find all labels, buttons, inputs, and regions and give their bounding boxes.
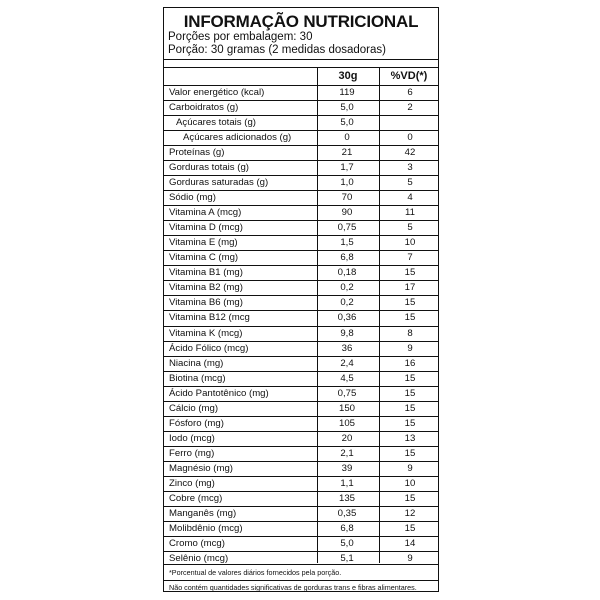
table-row [164,342,438,357]
nutrient-quantity: 5,1 [340,552,354,564]
footnote-daily-values: *Porcentual de valores diários fornecidos pela porção. [169,568,342,577]
nutrient-name: Valor energético (kcal) [169,87,265,98]
nutrient-name: Açúcares adicionados (g) [183,132,292,144]
table-row [164,387,438,402]
table-row [164,311,438,326]
nutrient-quantity: 0,36 [337,312,357,324]
nutrient-daily-value: 5 [407,222,413,234]
nutrient-name: Cobre (mcg) [169,492,223,504]
nutrient-name: Ácido Fólico (mcg) [169,342,249,354]
nutrient-quantity: 0,2 [340,297,354,309]
nutrient-name: Selênio (mcg) [169,552,229,564]
label-title: INFORMAÇÃO NUTRICIONAL [183,12,419,31]
nutrient-name: Vitamina E (mg) [169,237,238,249]
nutrient-name: Vitamina B12 (mcg [169,312,250,324]
table-row [164,327,438,342]
table-header [164,67,438,86]
nutrient-quantity: 21 [341,147,353,159]
table-row [164,101,438,116]
table-row [164,251,438,266]
nutrient-daily-value: 9 [407,552,413,564]
nutrient-name: Niacina (mg) [169,357,224,369]
nutrient-daily-value: 10 [404,237,416,249]
column-header-daily-value: %VD(*) [390,70,428,82]
nutrient-daily-value: 16 [404,357,416,369]
nutrient-rows [164,86,438,567]
nutrient-name: Ferro (mg) [169,447,215,459]
table-row [164,492,438,507]
table-row [164,507,438,522]
nutrient-name: Molibdênio (mcg) [169,522,243,534]
nutrient-name: Carboidratos (g) [169,102,239,114]
table-row [164,86,438,101]
nutrient-quantity: 0,75 [337,387,357,399]
nutrient-daily-value: 15 [404,417,416,429]
table-row [164,116,438,131]
nutrient-daily-value: 2 [407,102,413,114]
nutrient-quantity: 4,5 [340,372,354,384]
nutrient-quantity: 2,4 [340,357,354,369]
nutrient-quantity: 1,0 [340,177,354,189]
nutrient-daily-value: 13 [404,432,416,444]
table-row [164,161,438,176]
nutrient-name: Vitamina B1 (mg) [169,267,243,279]
nutrient-name: Gorduras totais (g) [169,162,249,174]
nutrient-quantity: 6,8 [340,252,354,264]
label-footer [164,564,438,592]
nutrient-daily-value: 8 [407,327,413,339]
nutrient-name: Vitamina A (mcg) [169,207,242,219]
nutrient-quantity: 36 [341,342,353,354]
nutrient-daily-value: 6 [407,87,413,98]
nutrient-name: Zinco (mg) [169,477,215,489]
serving-size: Porção: 30 gramas (2 medidas dosadoras) [168,44,386,56]
table-row [164,462,438,477]
nutrient-name: Manganês (mg) [169,507,237,519]
nutrient-quantity: 0,18 [337,267,357,279]
nutrient-daily-value: 17 [404,282,416,294]
nutrient-daily-value: 42 [404,147,416,159]
nutrient-daily-value: 4 [407,192,413,204]
nutrient-quantity: 5,0 [340,102,354,114]
nutrient-name: Vitamina K (mcg) [169,327,243,339]
nutrient-daily-value: 15 [404,402,416,414]
nutrient-quantity: 5,0 [340,537,354,549]
nutrient-quantity: 150 [338,402,355,414]
nutrient-quantity: 119 [339,87,355,98]
nutrient-name: Vitamina B6 (mg) [169,297,243,309]
nutrient-name: Cromo (mcg) [169,537,225,549]
nutrient-quantity: 105 [338,417,355,429]
footer-divider [164,580,438,581]
nutrient-name: Cálcio (mg) [169,402,219,414]
nutrient-daily-value: 0 [407,132,413,144]
footnote-trans-fat: Não contém quantidades significativas de gorduras trans e fibras alimentares. [169,583,417,592]
nutrient-name: Sódio (mg) [169,192,216,204]
nutrient-name: Açúcares totais (g) [176,117,256,129]
table-row [164,447,438,462]
table-row [164,477,438,492]
nutrient-daily-value: 7 [407,252,413,264]
nutrient-quantity: 90 [341,207,353,219]
nutrient-daily-value: 5 [407,177,413,189]
nutrient-quantity: 20 [341,432,353,444]
nutrient-daily-value: 9 [407,462,413,474]
nutrient-name: Gorduras saturadas (g) [169,177,269,189]
nutrient-quantity: 135 [338,492,355,504]
nutrient-quantity: 2,1 [340,447,354,459]
nutrient-daily-value: 3 [407,162,413,174]
table-row [164,266,438,281]
table-row [164,357,438,372]
table-row [164,281,438,296]
table-row [164,131,438,146]
nutrient-quantity: 0,75 [337,222,357,234]
servings-per-package: Porções por embalagem: 30 [168,31,313,43]
nutrient-daily-value: 15 [404,447,416,459]
nutrient-quantity: 9,8 [340,327,354,339]
nutrient-name: Vitamina B2 (mg) [169,282,243,294]
nutrient-quantity: 0,2 [340,282,354,294]
nutrient-daily-value: 12 [404,507,416,519]
nutrient-daily-value: 15 [404,522,416,534]
nutrient-daily-value: 15 [404,312,416,324]
nutrient-name: Ácido Pantotênico (mg) [169,387,269,399]
nutrient-quantity: 0 [344,132,350,144]
nutrient-name: Iodo (mcg) [169,432,215,444]
nutrient-quantity: 0,35 [337,507,357,519]
nutrient-quantity: 70 [341,192,353,204]
nutrient-name: Fósforo (mg) [169,417,224,429]
nutrient-quantity: 1,5 [340,237,354,249]
nutrient-daily-value: 15 [404,492,416,504]
nutrient-name: Magnésio (mg) [169,462,233,474]
table-row [164,296,438,311]
nutrient-quantity: 1,1 [340,477,354,489]
nutrient-daily-value: 11 [405,207,415,219]
nutrient-daily-value: 9 [407,342,413,354]
nutrient-name: Proteínas (g) [169,147,225,159]
nutrient-daily-value: 15 [404,297,416,309]
label-header [164,8,438,60]
nutrient-quantity: 39 [341,462,353,474]
table-row [164,236,438,251]
nutrient-daily-value: 15 [404,387,416,399]
table-row [164,432,438,447]
table-row [164,417,438,432]
table-row [164,176,438,191]
column-header-quantity: 30g [338,70,358,82]
table-row [164,537,438,552]
nutrient-daily-value: 15 [404,372,416,384]
nutrient-quantity: 6,8 [340,522,354,534]
table-row [164,146,438,161]
nutrient-quantity: 5,0 [340,117,354,129]
table-row [164,191,438,206]
nutrient-daily-value: 10 [404,477,416,489]
table-row [164,522,438,537]
nutrient-daily-value: 15 [404,267,416,279]
nutrient-daily-value: 14 [404,537,416,549]
table-row [164,221,438,236]
nutrient-quantity: 1,7 [340,162,354,174]
nutrient-name: Vitamina D (mcg) [169,222,243,234]
nutrient-name: Vitamina C (mg) [169,252,239,264]
nutrient-name: Biotina (mcg) [169,372,226,384]
table-row [164,372,438,387]
nutrition-facts-label [163,7,439,592]
table-row [164,206,438,221]
table-row [164,402,438,417]
